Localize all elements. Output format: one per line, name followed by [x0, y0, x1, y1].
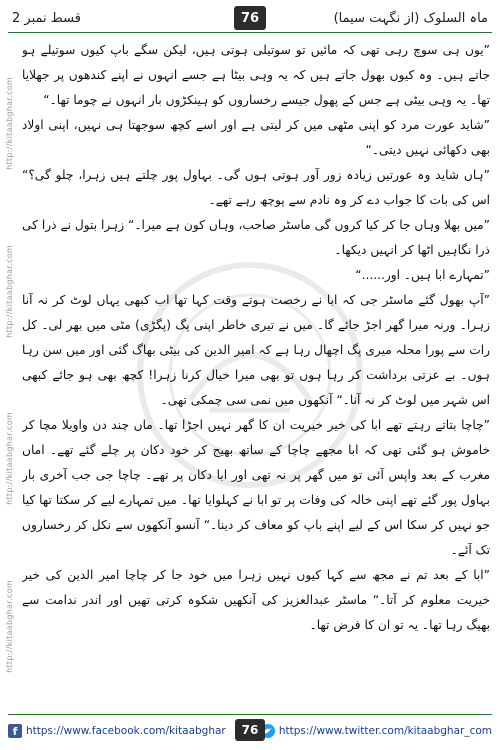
- header-divider: [8, 32, 492, 33]
- paragraph: ”میں بھلا وہاں جا کر کیا کروں گی ماسٹر صاحب، وہاں کون ہے میرا۔“ زہرا بتول نے ذرا کی ذرا نگاہیں اٹھا کر انہیں دیکھا۔: [22, 218, 490, 257]
- header-page-number: 76: [234, 6, 266, 30]
- paragraph: ”شاید عورت مرد کو اپنی مٹھی میں کر لیتی ہے اور اسے کچھ سوجھتا ہی نہیں، اپنی اولاد بھی دکھائی نہیں دیتی۔“: [22, 118, 490, 157]
- side-watermark-text: http://kitaabghar.com: [4, 412, 14, 506]
- twitter-url: https://www.twitter.com/kitaabghar_com: [278, 725, 492, 737]
- side-watermark-text: http://kitaabghar.com: [4, 77, 14, 171]
- footer-page-number: 76: [235, 719, 265, 741]
- paragraph: ”یوں ہی سوچ رہی تھی کہ مائیں تو سوتیلی ہوتی ہیں، لیکن سگے باپ کیوں سوتیلے ہو جاتے ہیں۔ وہ کیوں بھول جاتے ہیں کہ یہ وہی بیٹا ہے جسے انہوں نے اپنے کندھوں پر جھلایا تھا۔ یہ وہی بیٹی ہے جس کے پھول جیسے رخساروں کو ہینکڑوں بار انہوں نے چوما تھا۔“: [22, 43, 490, 107]
- side-watermark-text: http://kitaabghar.com: [4, 244, 14, 338]
- facebook-url: https://www.facebook.com/kitaabghar: [26, 725, 226, 737]
- footer-divider: [8, 714, 492, 715]
- twitter-link[interactable]: [261, 724, 492, 738]
- paragraph: ”چاچا بتاتے رہتے تھے ابا کی خیر خیریت ان کا گھر نہیں اجڑا تھا۔ ماں چند دن واویلا مچا کر خاموش ہو گئی تھی کہ ابا مجھے چاچا کے ساتھ بھیج کر خود دکان پر چلے گئے تھے۔ اماں مغرب کے بعد واپس آئی تو میں گھر پر نہ تھی اور ابا دکان پر تھے۔ چاچا جی جب آخری بار بہاول پور گئے تھے اپنی خالہ کی وفات پر تو ابا نے کہلوایا تھا۔ میں تمہارے لیے کر سکتا تھا کیا جو نہیں کر سکا اس کے لیے اپنے باپ کو معاف کر دینا۔“ آنسو آنکھوں سے نکل کر رخساروں تک آئے۔: [22, 418, 490, 557]
- paragraph: ”آپ بھول گئے ماسٹر جی کہ ابا نے رخصت ہوتے وقت کہا تھا اب کبھی یہاں لوٹ کر نہ آنا زہرا۔ ورنہ میرا گھر اجڑ جائے گا۔ میں نے تیری خاطر اپنی پگ (پگڑی) مٹی میں بھر لی۔ کل رات سے پورا محلہ میری پگ اچھال رہا ہے کہ امیر الدین کی بیٹی بھاگ گئی اور میں سن رہا ہوں۔ بے عزتی برداشت کر رہا ہوں تو بھی میرا خیال کرنا زہرا! کچھ بھی ہو جائے کبھی اس شہر میں لوٹ کر نہ آنا۔“ آنکھوں میں نمی سی چمکی تھی۔: [22, 293, 490, 407]
- page-footer: [8, 718, 492, 744]
- page-header: [6, 4, 494, 32]
- paragraph: ”تمہارے ابا ہیں۔ اور......“: [355, 268, 490, 282]
- side-watermark: [0, 40, 18, 710]
- facebook-icon: f: [8, 724, 22, 738]
- book-title: ماہ السلوک (از نگہت سیما): [333, 10, 488, 26]
- episode-label: قسط نمبر 2: [12, 10, 81, 26]
- facebook-link[interactable]: [8, 724, 226, 738]
- story-text: [22, 38, 490, 710]
- side-watermark-text: http://kitaabghar.com: [4, 579, 14, 673]
- paragraph: ”ہاں شاید وہ عورتیں زیادہ زور آور ہوتی ہوں گی۔ بہاول پور چلتے ہیں زہرا، چلو گی؟“ اس کی بات کا جواب دے کر وہ نادم سے پوچھ رہے تھے۔: [22, 168, 490, 207]
- paragraph: ”ابا کے بعد تم نے مجھ سے کہا کیوں نہیں زہرا میں خود جا کر چاچا امیر الدین کی خیر خیریت معلوم کر آتا۔“ ماسٹر عبدالعزیز کی آنکھیں شکوہ کرتی تھیں اور اندر ندامت سے بھیگ رہا تھا۔ یہ تو ان کا فرض تھا۔: [22, 568, 490, 632]
